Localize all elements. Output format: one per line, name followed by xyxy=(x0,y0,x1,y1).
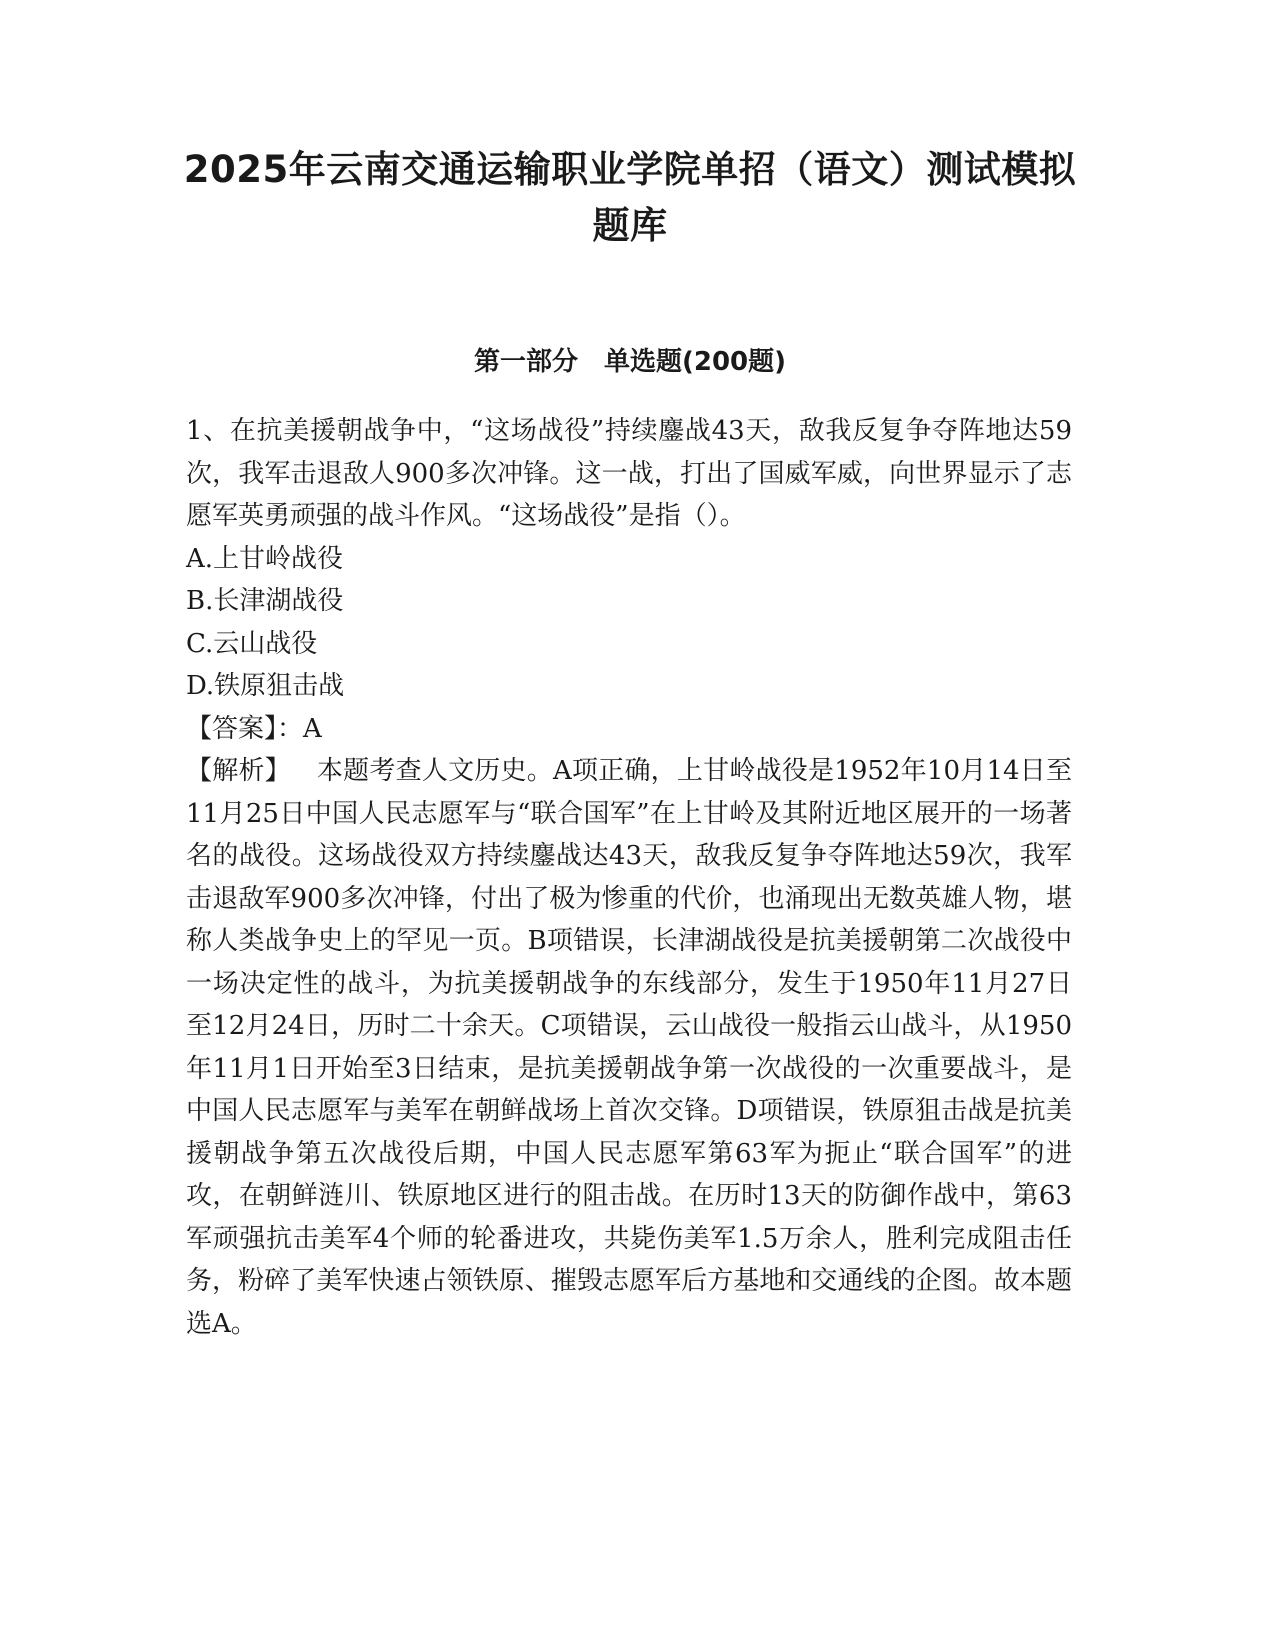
option-c: C.云山战役 xyxy=(186,628,318,659)
analysis-text: 本题考查人文历史。A项正确，上甘岭战役是1952年10月14日至11月25日中国人民志愿军与“联合国军”在上甘岭及其附近地区展开的一场著名的战役。这场战役双方持续鏖战达43天，敌我反复争夺阵地达59次，我军击退敌军900多次冲锋，付出了极为惨重的代价，也涌现出无数英雄人物，堪称人类战争史上的罕见一页。B项错误，长津湖战役是抗美援朝第二次战役中一场决定性的战斗，为抗美援朝战争的东线部分，发生于1950年11月27日至12月24日，历时二十余天。C项错误，云山战役一般指云山战斗，从1950年11月1日开始至3日结束，是抗美援朝战争第一次战役的一次重要战斗，是中国人民志愿军与美军在朝鲜战场上首次交锋。D项错误，铁原狙击战是抗美援朝战争第五次战役后期，中国人民志愿军第63军为扼止“联合国军”的进攻，在朝鲜涟川、铁原地区进行的阻击战。在历时13天的防御作战中，第63军顽强抗击美军4个师的轮番进攻，共毙伤美军1.5万余人，胜利完成阻击任务，粉碎了美军快速占领铁原、摧毁志愿军后方基地和交通线的企图。故本题选A。 xyxy=(186,756,1072,1339)
option-a: A.上甘岭战役 xyxy=(186,543,344,574)
document-title: 2025年云南交通运输职业学院单招（语文）测试模拟题库 xyxy=(183,148,1077,247)
analysis-label: 【解析】 xyxy=(186,756,291,786)
answer-value: A xyxy=(303,713,322,744)
analysis-paragraph xyxy=(186,750,1072,1345)
answer-label: 【答案】 xyxy=(186,713,278,744)
question-block xyxy=(186,410,1072,1345)
question-stem: 1、在抗美援朝战争中，“这场战役”持续鏖战43天，敌我反复争夺阵地达59次，我军击退敌人900多次冲锋。这一战，打出了国威军威，向世界显示了志愿军英勇顽强的战斗作风。“这场战役”是指（）。 xyxy=(186,416,1072,531)
section-heading: 第一部分 单选题(200题) xyxy=(473,347,787,377)
option-b: B.长津湖战役 xyxy=(186,586,344,616)
answer-line xyxy=(186,708,1072,751)
option-d: D.铁原狙击战 xyxy=(186,671,345,701)
option-list xyxy=(186,538,1072,708)
answer-separator: ： xyxy=(277,713,304,744)
